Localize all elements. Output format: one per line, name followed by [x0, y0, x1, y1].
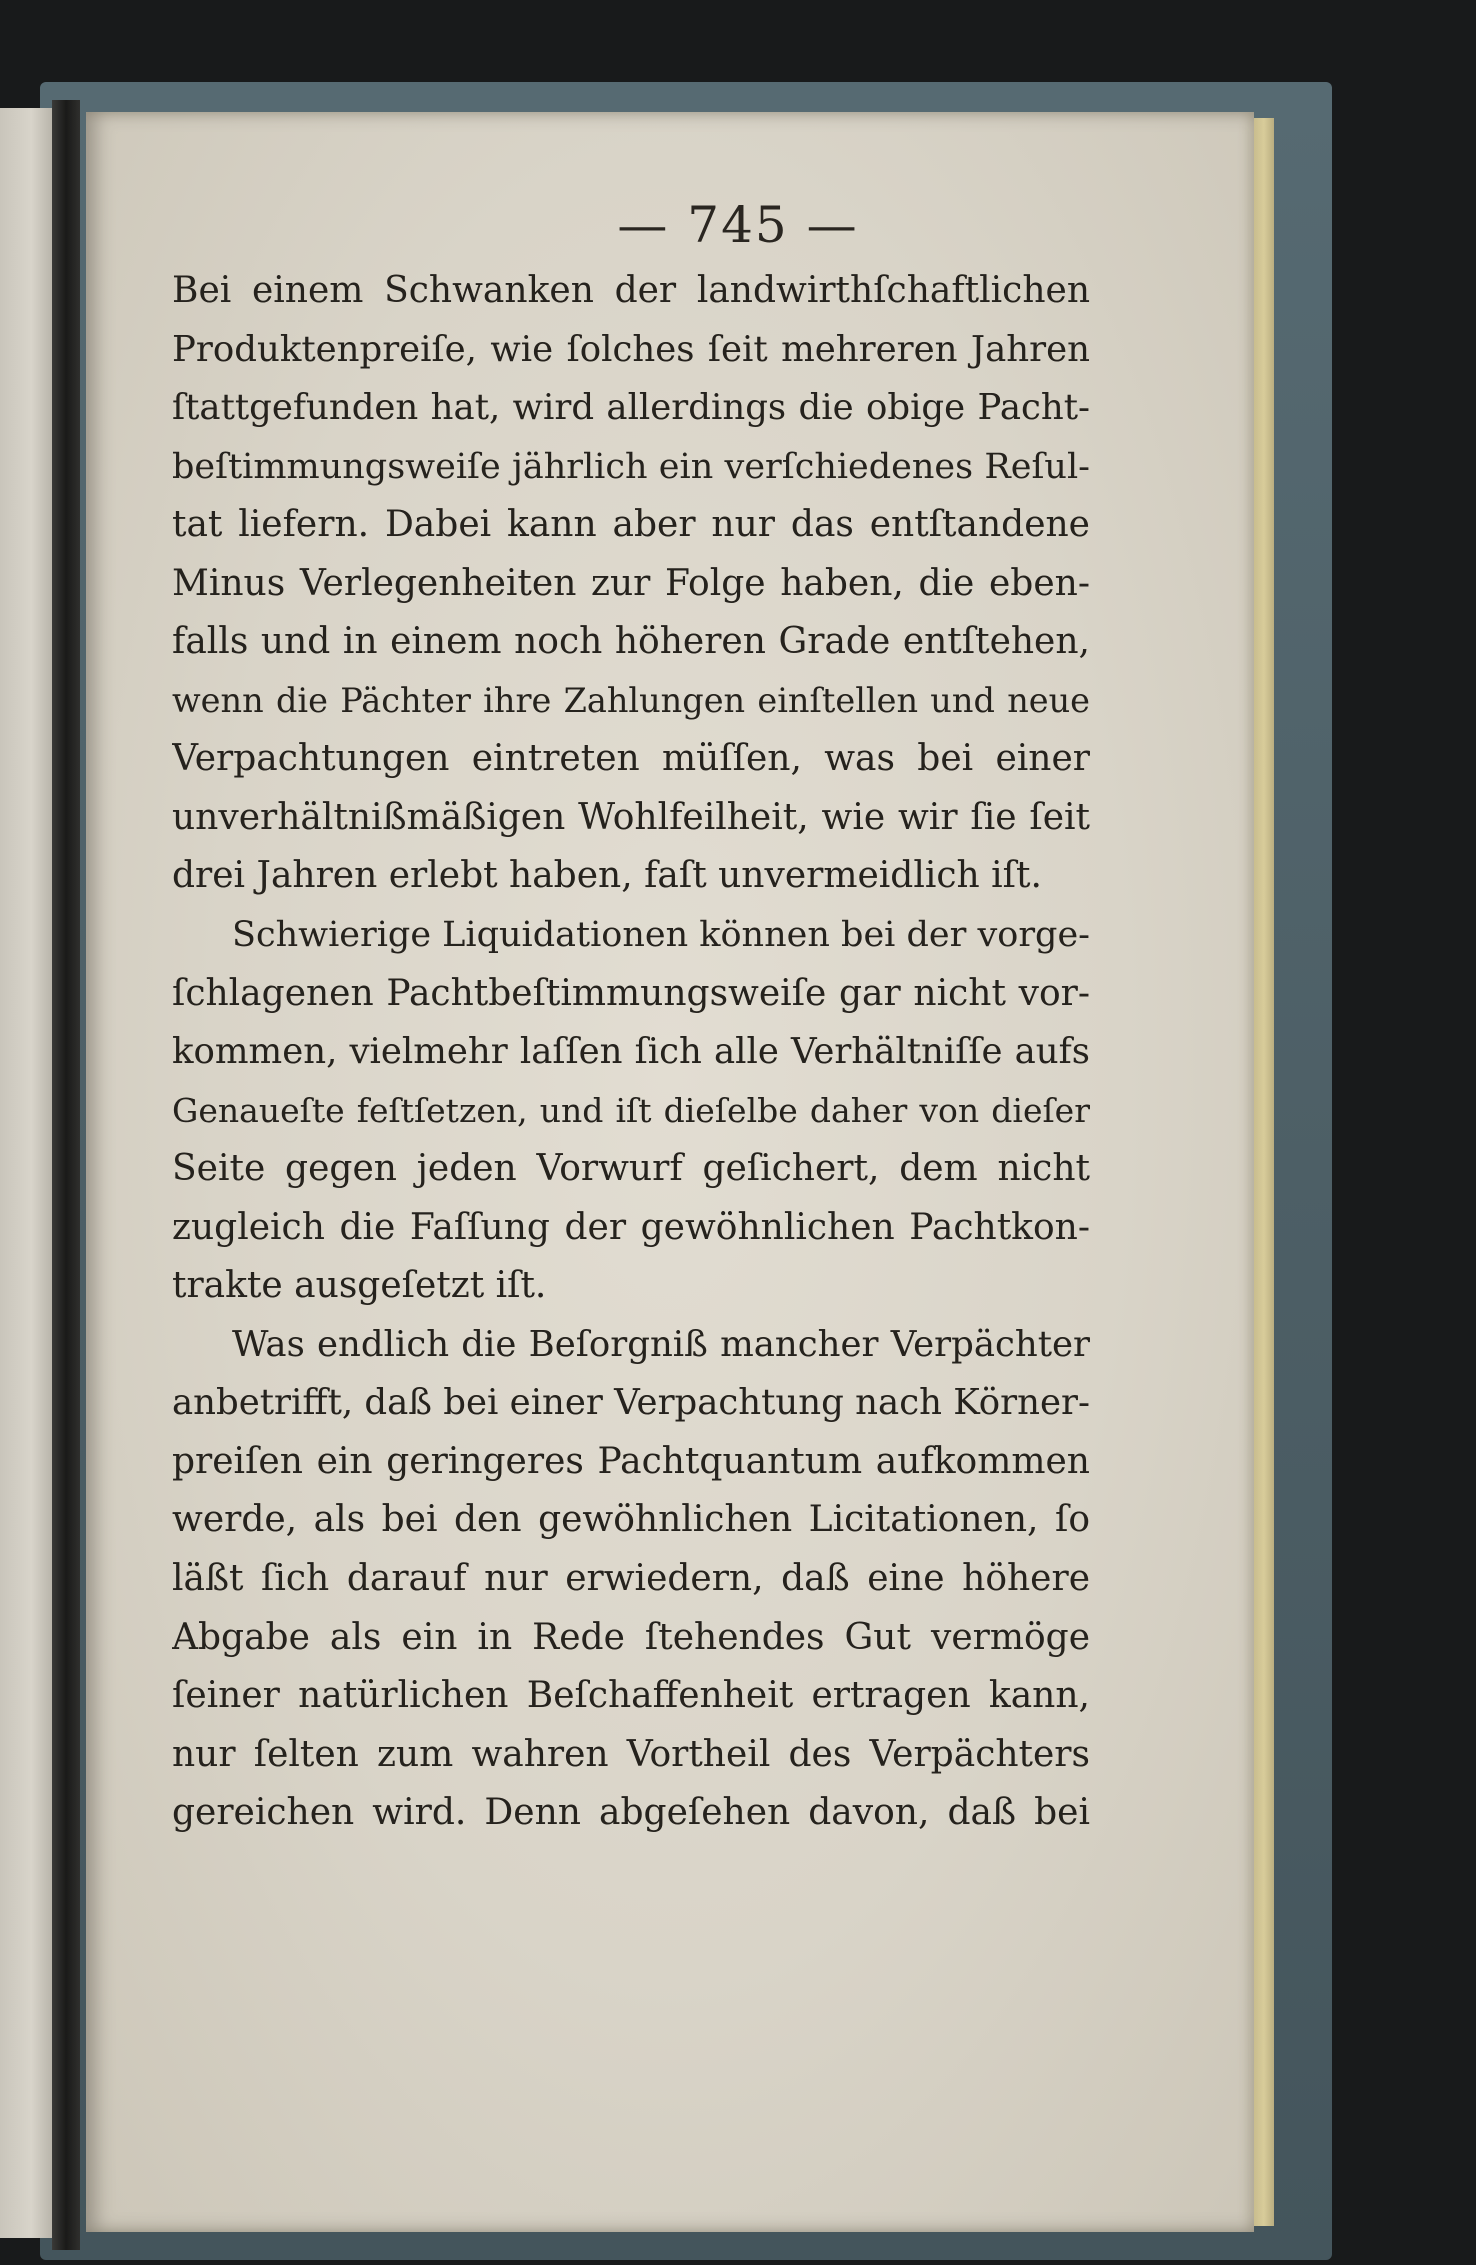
- book-gutter: [52, 100, 80, 2250]
- text-line: Schwierige Liquidationen können bei der vorge-: [232, 915, 1090, 956]
- text-line: anbetrifft, daß bei einer Verpachtung nach Körner-: [172, 1382, 1090, 1424]
- page-number: — 745 —: [617, 196, 859, 254]
- text-line: wenn die Pächter ihre Zahlungen einſtellen und neue: [172, 680, 1090, 720]
- text-line: Abgabe als ein in Rede ſtehendes Gut vermöge: [172, 1616, 1090, 1658]
- text-line: werde, als bei den gewöhnlichen Licitationen, ſo: [172, 1499, 1090, 1541]
- text-line: zugleich die Faſſung der gewöhnlichen Pachtkon-: [172, 1206, 1090, 1248]
- text-line: unverhältnißmäßigen Wohlfeilheit, wie wir ſie ſeit: [172, 796, 1090, 838]
- text-line: drei Jahren erlebt haben, faſt unvermeidlich iſt.: [172, 855, 1042, 897]
- text-line: nur ſelten zum wahren Vortheil des Verpächters: [172, 1733, 1090, 1775]
- text-line: tat liefern. Dabei kann aber nur das entſtandene: [172, 504, 1090, 546]
- text-line: ſtattgefunden hat, wird allerdings die obige Pacht-: [172, 387, 1090, 429]
- text-line: trakte ausgeſetzt iſt.: [172, 1265, 547, 1307]
- text-line: Seite gegen jeden Vorwurf geſichert, dem nicht: [172, 1148, 1090, 1190]
- text-line: Was endlich die Beſorgniß mancher Verpächter: [232, 1323, 1090, 1365]
- text-line: ſchlagenen Pachtbeſtimmungsweiſe gar nicht vor-: [172, 972, 1090, 1014]
- text-line: Verpachtungen eintreten müſſen, was bei einer: [172, 738, 1090, 780]
- body-text: [172, 262, 1090, 1843]
- facing-page-edge: [0, 108, 52, 2238]
- text-line: gereichen wird. Denn abgeſehen davon, daß bei: [172, 1792, 1090, 1834]
- text-line: Produktenpreiſe, wie ſolches ſeit mehreren Jahren: [172, 328, 1090, 370]
- text-line: Minus Verlegenheiten zur Folge haben, die eben-: [172, 562, 1090, 604]
- page-fore-edge: [1254, 118, 1274, 2226]
- text-line: Genaueſte feſtſetzen, und iſt dieſelbe daher von dieſer: [172, 1090, 1090, 1130]
- text-line: kommen, vielmehr laſſen ſich alle Verhältniſſe aufs: [172, 1031, 1090, 1073]
- text-line: Bei einem Schwanken der landwirthſchaftlichen: [172, 270, 1090, 311]
- text-line: beſtimmungsweiſe jährlich ein verſchiedenes Reſul-: [172, 446, 1090, 487]
- text-line: preiſen ein geringeres Pachtquantum aufkommen: [172, 1440, 1090, 1482]
- text-line: läßt ſich darauf nur erwiedern, daß eine höhere: [172, 1558, 1090, 1600]
- text-line: falls und in einem noch höheren Grade entſtehen,: [172, 621, 1090, 663]
- text-line: ſeiner natürlichen Beſchaffenheit ertragen kann,: [172, 1675, 1090, 1717]
